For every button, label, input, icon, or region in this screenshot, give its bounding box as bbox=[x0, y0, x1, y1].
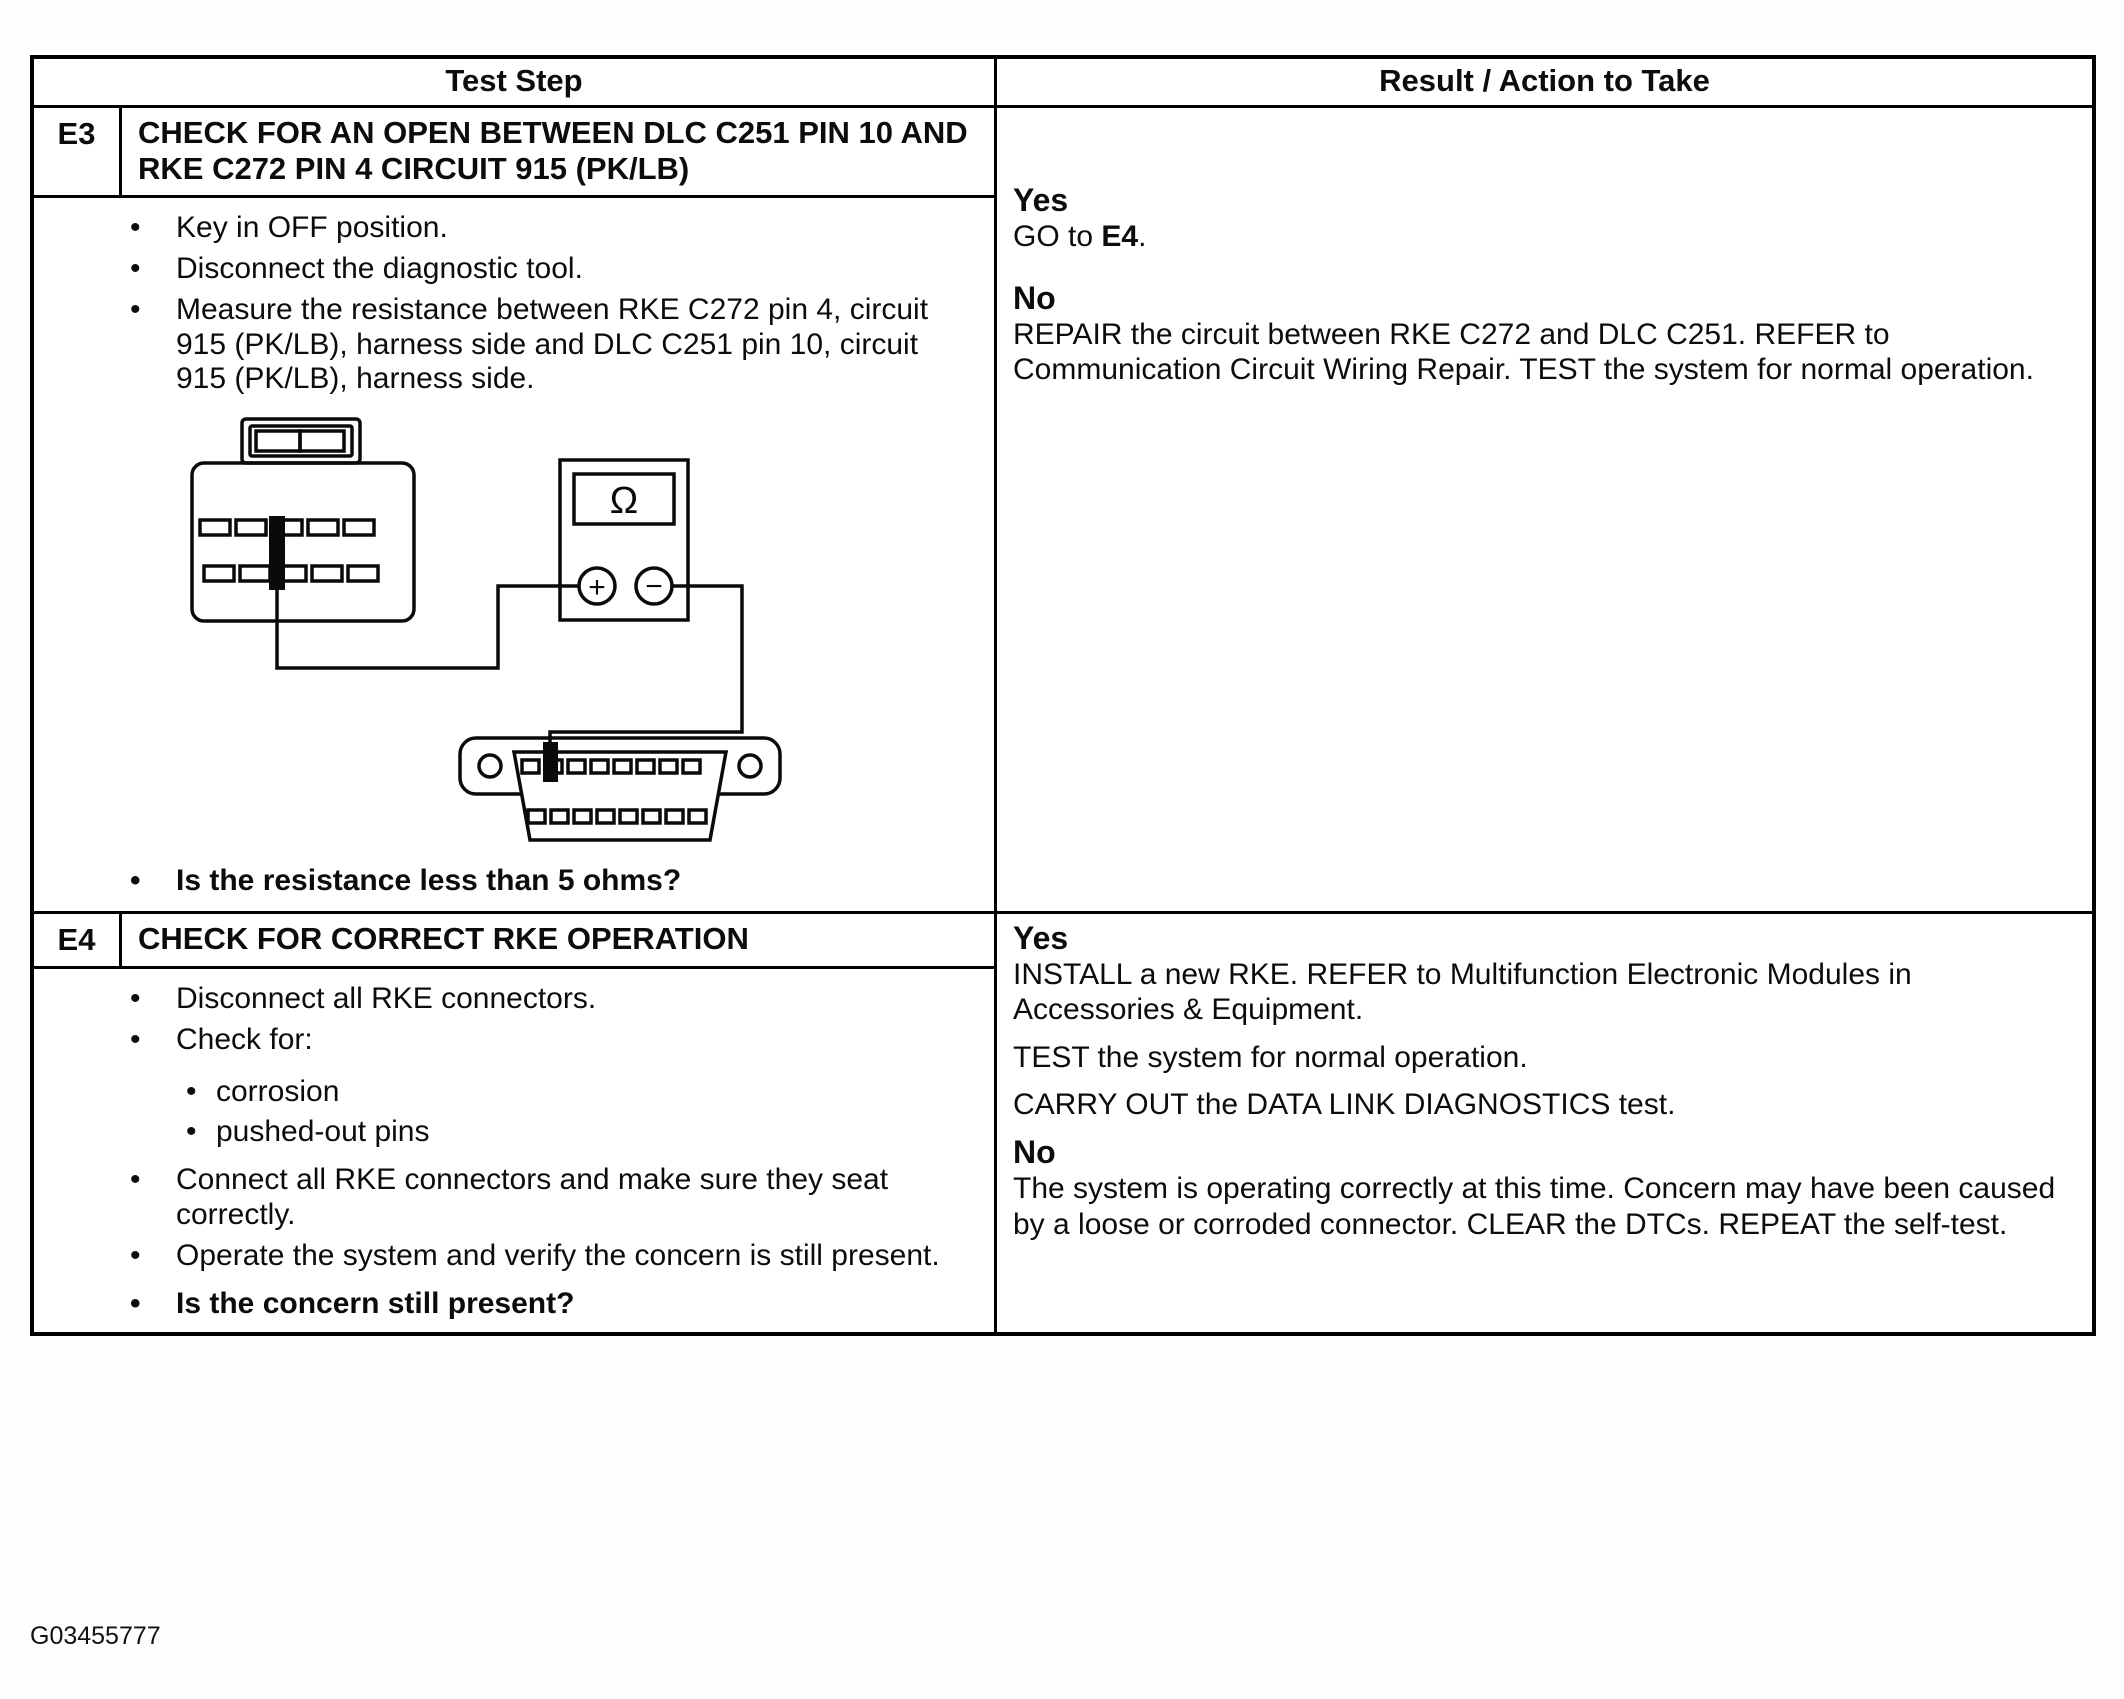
step-title-e4: CHECK FOR CORRECT RKE OPERATION bbox=[138, 921, 749, 957]
step-title-row-e3 bbox=[34, 108, 994, 198]
action-text: . bbox=[1138, 219, 1147, 253]
table-row bbox=[34, 911, 2092, 1332]
step-text: Operate the system and verify the concern is still present. bbox=[176, 1238, 940, 1272]
bullet-icon bbox=[130, 1163, 176, 1233]
sub-list-item bbox=[34, 1075, 994, 1110]
test-step-cell-e4 bbox=[34, 914, 997, 1332]
step-text: Disconnect the diagnostic tool. bbox=[176, 252, 583, 286]
yes-label: Yes bbox=[1013, 182, 1069, 218]
list-item bbox=[34, 252, 994, 287]
step-text: corrosion bbox=[216, 1074, 340, 1108]
table-header-row bbox=[34, 59, 2092, 108]
minus-label: − bbox=[645, 570, 663, 604]
dlc-connector bbox=[460, 738, 780, 840]
bullet-icon bbox=[130, 252, 176, 287]
yes-action: INSTALL a new RKE. REFER to Multifunction Electronic Modules in Accessories & Equipment. bbox=[1013, 957, 1912, 1027]
question-text: Is the concern still present? bbox=[176, 1286, 575, 1320]
result-action-column-header: Result / Action to Take bbox=[1379, 63, 1710, 98]
step-text: pushed-out pins bbox=[216, 1115, 430, 1149]
step-title-e3: CHECK FOR AN OPEN BETWEEN DLC C251 PIN 10 AND RKE C272 PIN 4 CIRCUIT 915 (PK/LB) bbox=[138, 115, 968, 186]
bullet-icon bbox=[186, 1115, 216, 1150]
rke-connector bbox=[192, 419, 414, 621]
table-row bbox=[34, 108, 2092, 911]
step-text: Connect all RKE connectors and make sure they seat correctly. bbox=[176, 1163, 889, 1232]
no-action: REPAIR the circuit between RKE C272 and DLC C251. REFER to Communication Circuit Wiring Repair. TEST the system for normal operation. bbox=[1013, 317, 2034, 387]
plus-label: + bbox=[588, 571, 606, 605]
bullet-icon bbox=[130, 1287, 176, 1322]
bullet-icon bbox=[130, 1239, 176, 1274]
list-item bbox=[34, 1163, 994, 1233]
step-body-e3 bbox=[34, 198, 994, 911]
yes-action: TEST the system for normal operation. bbox=[1013, 1040, 1528, 1074]
list-item bbox=[34, 211, 994, 246]
figure-id: G03455777 bbox=[30, 1622, 161, 1650]
test-step-cell-e3 bbox=[34, 108, 997, 911]
bullet-icon bbox=[186, 1075, 216, 1110]
step-body-e4 bbox=[34, 969, 994, 1332]
step-text: Measure the resistance between RKE C272 pin 4, circuit 915 (PK/LB), harness side and DLC C251 pin 10, circuit 915 (PK/LB), harness side. bbox=[176, 292, 929, 396]
question-text: Is the resistance less than 5 ohms? bbox=[176, 864, 682, 898]
ohm-symbol: Ω bbox=[609, 480, 639, 523]
bullet-icon bbox=[130, 1023, 176, 1058]
pinpoint-test-table bbox=[30, 55, 2096, 1336]
list-item bbox=[34, 1239, 994, 1274]
yes-action bbox=[1013, 219, 2072, 254]
list-item bbox=[34, 293, 994, 397]
step-id-e4: E4 bbox=[34, 914, 122, 966]
step-text: Check for: bbox=[176, 1022, 313, 1056]
bullet-icon bbox=[130, 982, 176, 1017]
sub-list-item bbox=[34, 1115, 994, 1150]
result-cell-e4 bbox=[997, 914, 2092, 1332]
list-item bbox=[34, 1023, 994, 1058]
step-question bbox=[34, 864, 994, 899]
step-id-e3: E3 bbox=[34, 108, 122, 195]
list-item bbox=[34, 982, 994, 1017]
step-text: Disconnect all RKE connectors. bbox=[176, 982, 597, 1016]
bullet-icon bbox=[130, 864, 176, 899]
bullet-icon bbox=[130, 293, 176, 397]
step-question bbox=[34, 1287, 994, 1322]
resistance-test-diagram bbox=[142, 416, 802, 854]
no-label: No bbox=[1013, 280, 1056, 317]
rke-test-pin bbox=[269, 516, 285, 590]
action-text: GO to bbox=[1013, 219, 1102, 253]
test-step-column-header: Test Step bbox=[34, 59, 997, 105]
no-label: No bbox=[1013, 1134, 1056, 1171]
step-title-row-e4 bbox=[34, 914, 994, 969]
bullet-icon bbox=[130, 211, 176, 246]
dlc-test-pin bbox=[543, 742, 558, 782]
action-ref: E4 bbox=[1101, 219, 1139, 253]
yes-label: Yes bbox=[1013, 920, 1069, 957]
step-text: Key in OFF position. bbox=[176, 211, 448, 245]
result-cell-e3 bbox=[997, 108, 2092, 911]
no-action: The system is operating correctly at this time. Concern may have been caused by a loose or corroded connector. CLEAR the DTCs. REPEAT the self-test. bbox=[1013, 1172, 2056, 1241]
yes-action: CARRY OUT the DATA LINK DIAGNOSTICS test. bbox=[1013, 1088, 1676, 1122]
